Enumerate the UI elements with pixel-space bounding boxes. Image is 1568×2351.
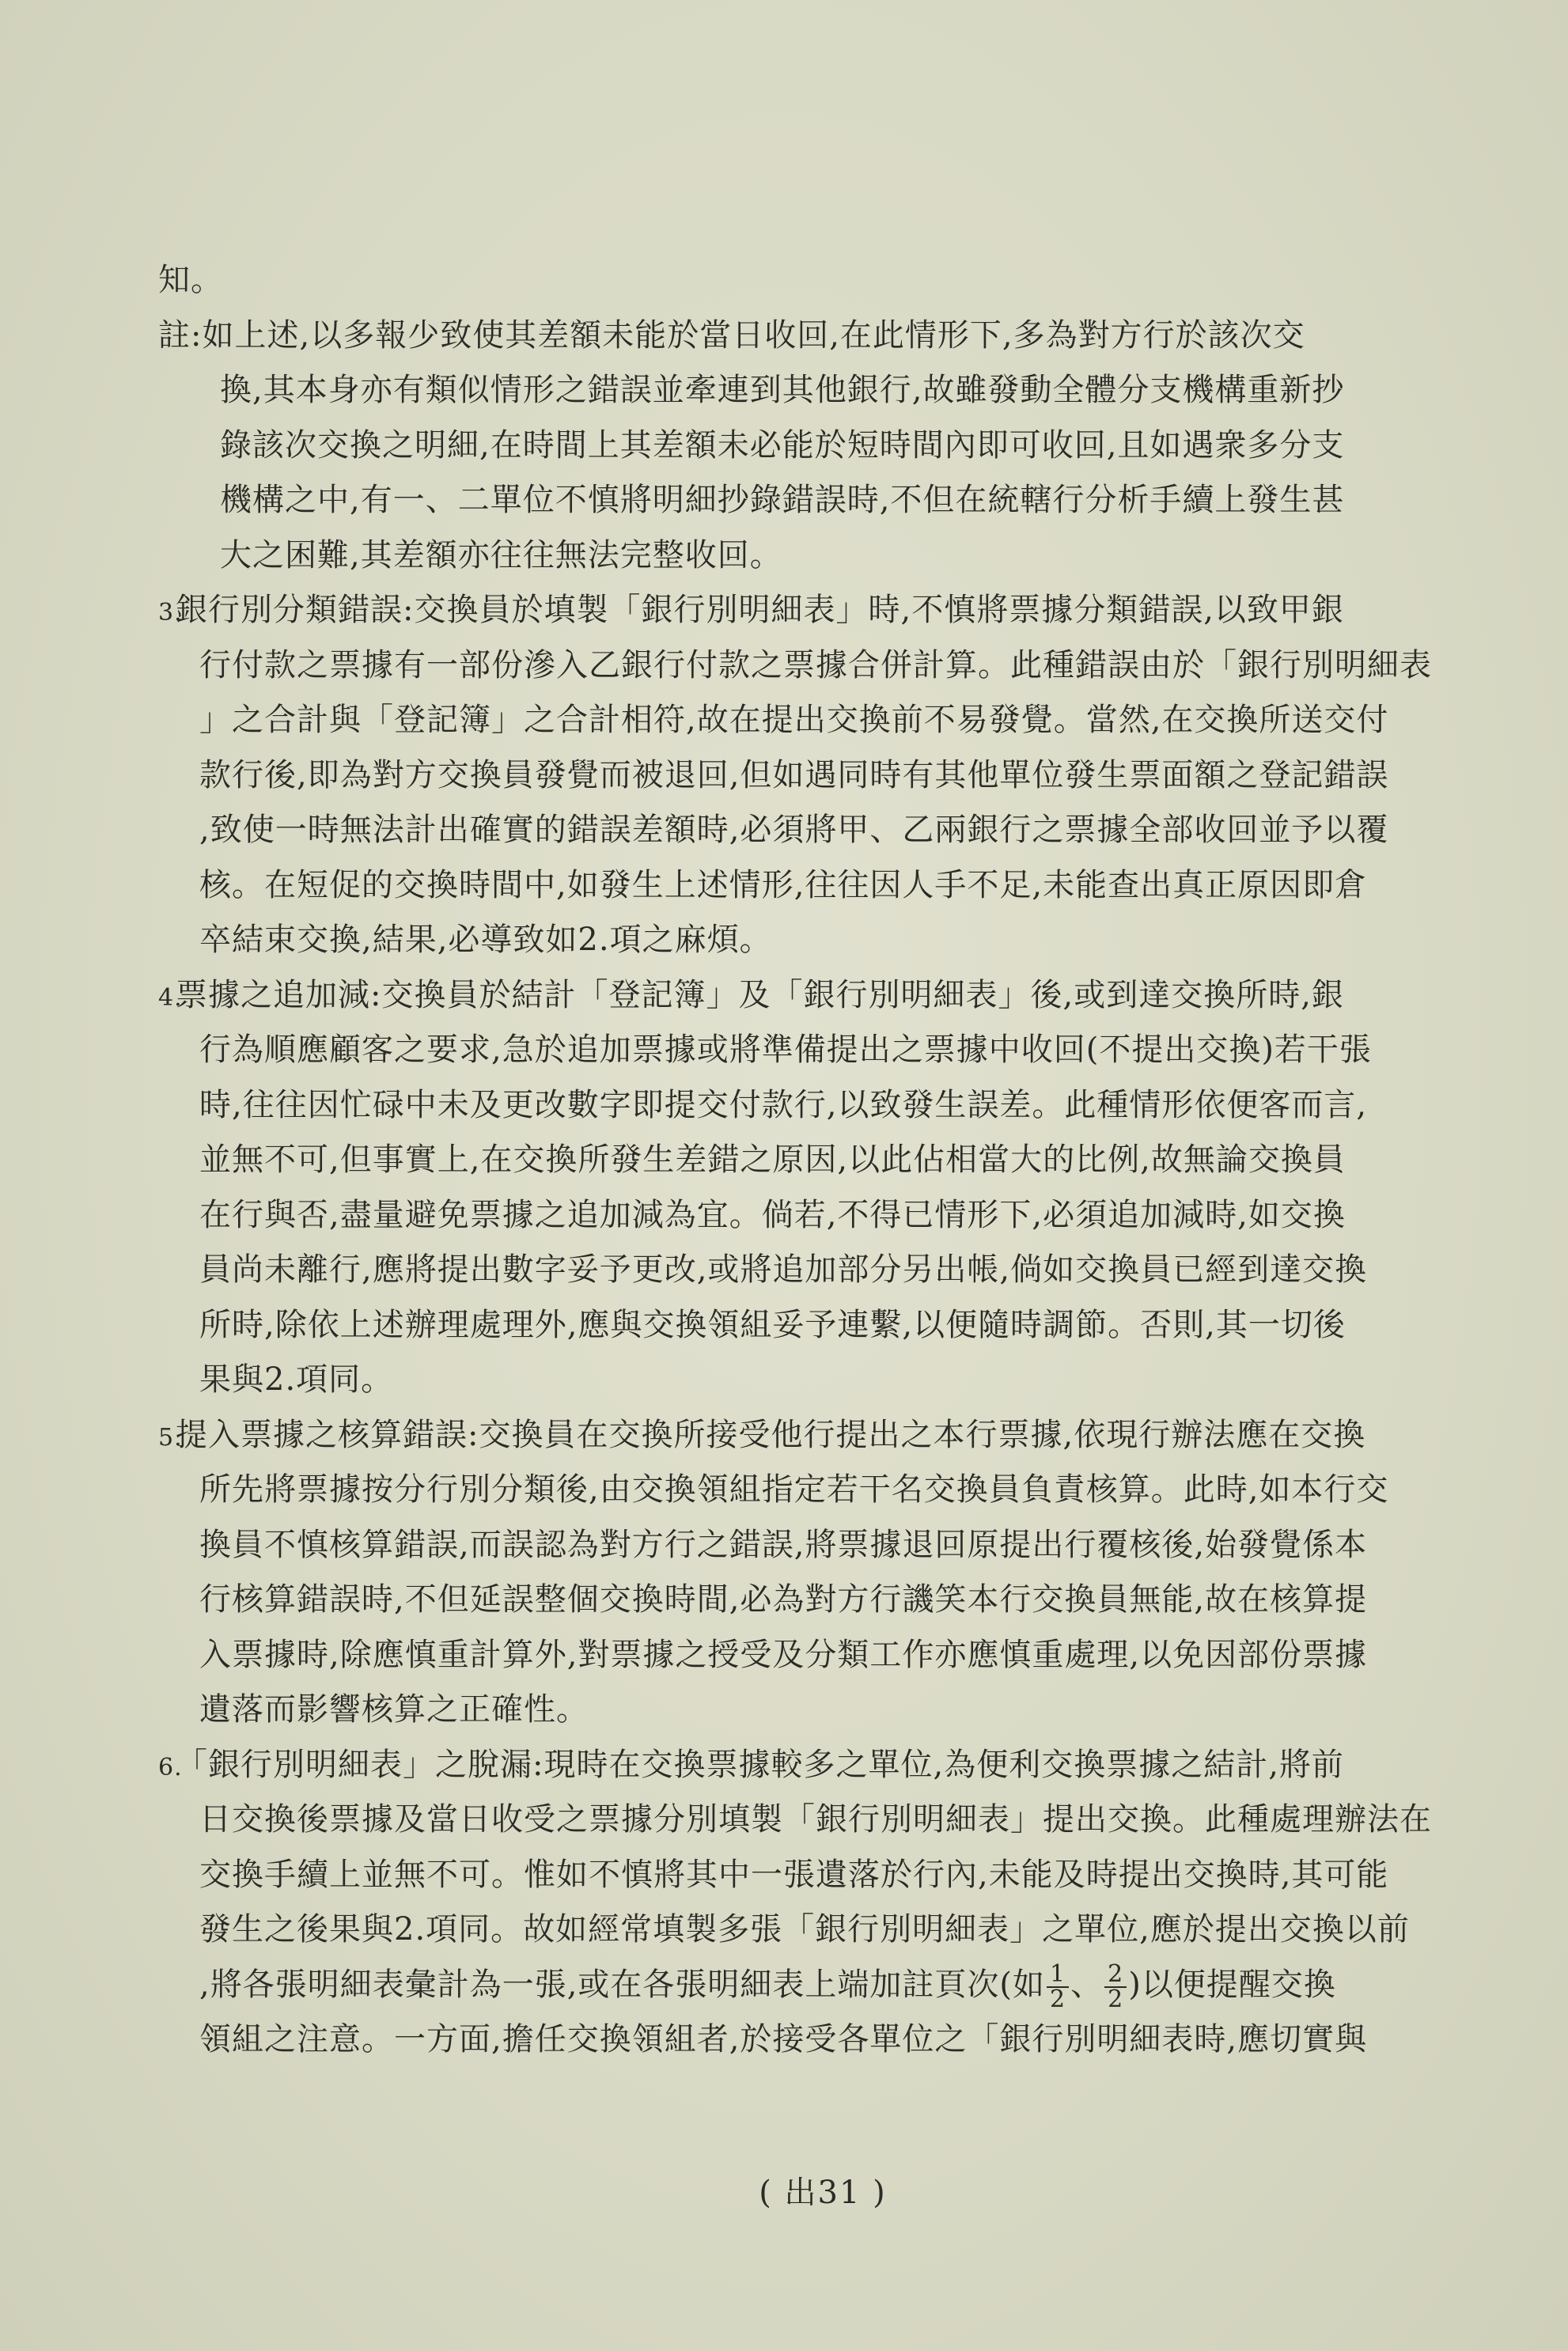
fraction-numerator: 2	[1104, 1963, 1127, 1988]
item-line: 核。在短促的交換時間中,如發生上述情形,往往因人手不足,未能查出真正原因即倉	[199, 866, 1368, 903]
item-line: 果與2.項同。	[199, 1361, 394, 1398]
page-number: ( 出31 )	[759, 2175, 887, 2211]
item-4-paragraph	[158, 968, 1456, 1408]
note-line: 機構之中,有一、二單位不慎將明細抄錄錯誤時,不但在統轄行分析手續上發生甚	[220, 482, 1345, 518]
note-line: 換,其本身亦有類似情形之錯誤並牽連到其他銀行,故雖發動全體分支機構重新抄	[220, 372, 1345, 408]
fraction-numerator: 1	[1047, 1963, 1069, 1988]
item-number: 4.	[158, 983, 183, 1012]
item-line-segment: ,將各張明細表彙計為一張,或在各張明細表上端加註頁次(如	[199, 1966, 1046, 2003]
item-line: 提入票據之核算錯誤:交換員在交換所接受他行提出之本行票據,依現行辦法應在交換	[176, 1416, 1366, 1453]
item-line: 員尚未離行,應將提出數字妥予更改,或將追加部分另出帳,倘如交換員已經到達交換	[199, 1251, 1368, 1288]
item-line: 領組之注意。一方面,擔任交換領組者,於接受各單位之「銀行別明細表時,應切實與	[199, 2021, 1368, 2058]
item-number: 3.	[158, 599, 183, 627]
item-6-paragraph	[158, 1738, 1456, 2068]
item-line: 所先將票據按分行別分類後,由交換領組指定若干名交換員負責核算。此時,如本行交	[199, 1471, 1389, 1508]
fraction-2-of-2	[1104, 1959, 1127, 2013]
item-line: 「銀行別明細表」之脫漏:現時在交換票據較多之單位,為便利交換票據之結計,將前	[176, 1746, 1344, 1783]
item-line: 時,往往因忙碌中未及更改數字即提交付款行,以致發生誤差。此種情形依便客而言,	[199, 1086, 1368, 1123]
item-line: 並無不可,但事實上,在交換所發生差錯之原因,以此佔相當大的比例,故無論交換員	[199, 1141, 1346, 1178]
item-line: 所時,除依上述辦理處理外,應與交換領組妥予連繫,以便隨時調節。否則,其一切後	[199, 1306, 1346, 1343]
item-line-segment: )以便提醒交換	[1128, 1966, 1336, 2003]
item-line: 行為順應顧客之要求,急於追加票據或將準備提出之票據中收回(不提出交換)若干張	[199, 1032, 1372, 1068]
item-3-paragraph	[158, 583, 1456, 968]
item-number: 6.	[158, 1753, 183, 1781]
item-number: 5.	[158, 1423, 183, 1452]
note-label: 註:	[158, 316, 203, 354]
item-line: 」之合計與「登記簿」之合計相符,故在提出交換前不易發覺。當然,在交換所送交付	[199, 702, 1389, 738]
fraction-separator: 、	[1070, 1966, 1104, 2003]
item-line: 票據之追加減:交換員於結計「登記簿」及「銀行別明細表」後,或到達交換所時,銀	[176, 976, 1344, 1013]
item-line: 卒結束交換,結果,必導致如2.項之麻煩。	[199, 922, 772, 958]
item-line: 款行後,即為對方交換員發覺而被退回,但如遇同時有其他單位發生票面額之登記錯誤	[199, 756, 1389, 793]
item-line: 發生之後果與2.項同。故如經常填製多張「銀行別明細表」之單位,應於提出交換以前	[199, 1911, 1410, 1948]
item-line: 遺落而影響核算之正確性。	[199, 1691, 589, 1728]
fraction-denominator: 2	[1108, 1985, 1124, 2013]
document-body	[158, 253, 1456, 2068]
item-line: 行付款之票據有一部份滲入乙銀行付款之票據合併計算。此種錯誤由於「銀行別明細表	[199, 646, 1432, 683]
item-line: ,致使一時無法計出確實的錯誤差額時,必須將甲、乙兩銀行之票據全部收回並予以覆	[199, 812, 1389, 848]
item-line: 交換手續上並無不可。惟如不慎將其中一張遺落於行內,未能及時提出交換時,其可能	[199, 1856, 1389, 1893]
note-line: 錄該次交換之明細,在時間上其差額未必能於短時間內即可收回,且如遇衆多分支	[220, 426, 1345, 464]
item-line: 日交換後票據及當日收受之票據分別填製「銀行別明細表」提出交換。此種處理辦法在	[199, 1801, 1432, 1838]
item-line: 銀行別分類錯誤:交換員於填製「銀行別明細表」時,不慎將票據分類錯誤,以致甲銀	[176, 592, 1344, 628]
item-line-with-fractions	[158, 1958, 1456, 2013]
opening-line: 知。	[158, 262, 223, 298]
fraction-1-of-2	[1047, 1959, 1069, 2013]
note-line: 大之困難,其差額亦往往無法完整收回。	[220, 536, 782, 574]
fraction-denominator: 2	[1050, 1985, 1066, 2013]
item-line: 在行與否,盡量避免票據之追加減為宜。倘若,不得已情形下,必須追加減時,如交換	[199, 1196, 1346, 1233]
item-line: 行核算錯誤時,不但延誤整個交換時間,必為對方行譏笑本行交換員無能,故在核算提	[199, 1581, 1368, 1618]
item-line: 換員不慎核算錯誤,而誤認為對方行之錯誤,將票據退回原提出行覆核後,始發覺係本	[199, 1526, 1368, 1563]
item-5-paragraph	[158, 1408, 1456, 1738]
item-line: 入票據時,除應慎重計算外,對票據之授受及分類工作亦應慎重處理,以免因部份票據	[199, 1636, 1368, 1673]
note-paragraph	[158, 309, 1456, 584]
note-line: 如上述,以多報少致使其差額未能於當日收回,在此情形下,多為對方行於該次交	[202, 316, 1305, 354]
